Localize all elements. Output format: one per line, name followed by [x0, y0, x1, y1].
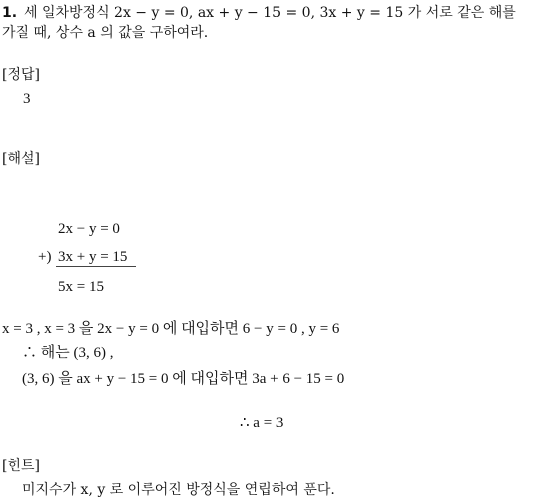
equation-sum: 5x = 15	[58, 279, 104, 295]
hint-text: 미지수가 x, y 로 이루어진 방정식을 연립하여 푼다.	[22, 482, 335, 498]
sum-rule	[56, 266, 136, 267]
problem-text-line-2: 가질 때, 상수 a 의 값을 구하여라.	[2, 25, 209, 41]
solution-step-1: x = 3 , x = 3 을 2x − y = 0 에 대입하면 6 − y = 0 , y = 6	[2, 321, 340, 337]
hint-heading: [힌트]	[2, 458, 40, 474]
problem-number: 1.	[2, 5, 18, 21]
equation-2: 3x + y = 15	[58, 249, 128, 265]
answer-heading: [정답]	[2, 67, 40, 83]
solution-conclusion: ∴ a = 3	[240, 415, 284, 431]
answer-value: 3	[23, 91, 31, 107]
equation-1: 2x − y = 0	[58, 221, 120, 237]
solution-heading: [해설]	[2, 151, 40, 167]
solution-step-2: ∴ 해는 (3, 6) ,	[22, 345, 114, 361]
solution-step-3: (3, 6) 을 ax + y − 15 = 0 에 대입하면 3a + 6 − 15 = 0	[22, 371, 345, 387]
problem-text-line-1: 세 일차방정식 2x − y = 0, ax + y − 15 = 0, 3x + y = 15 가 서로 같은 해를	[24, 5, 516, 21]
plus-sign: +)	[38, 249, 52, 265]
